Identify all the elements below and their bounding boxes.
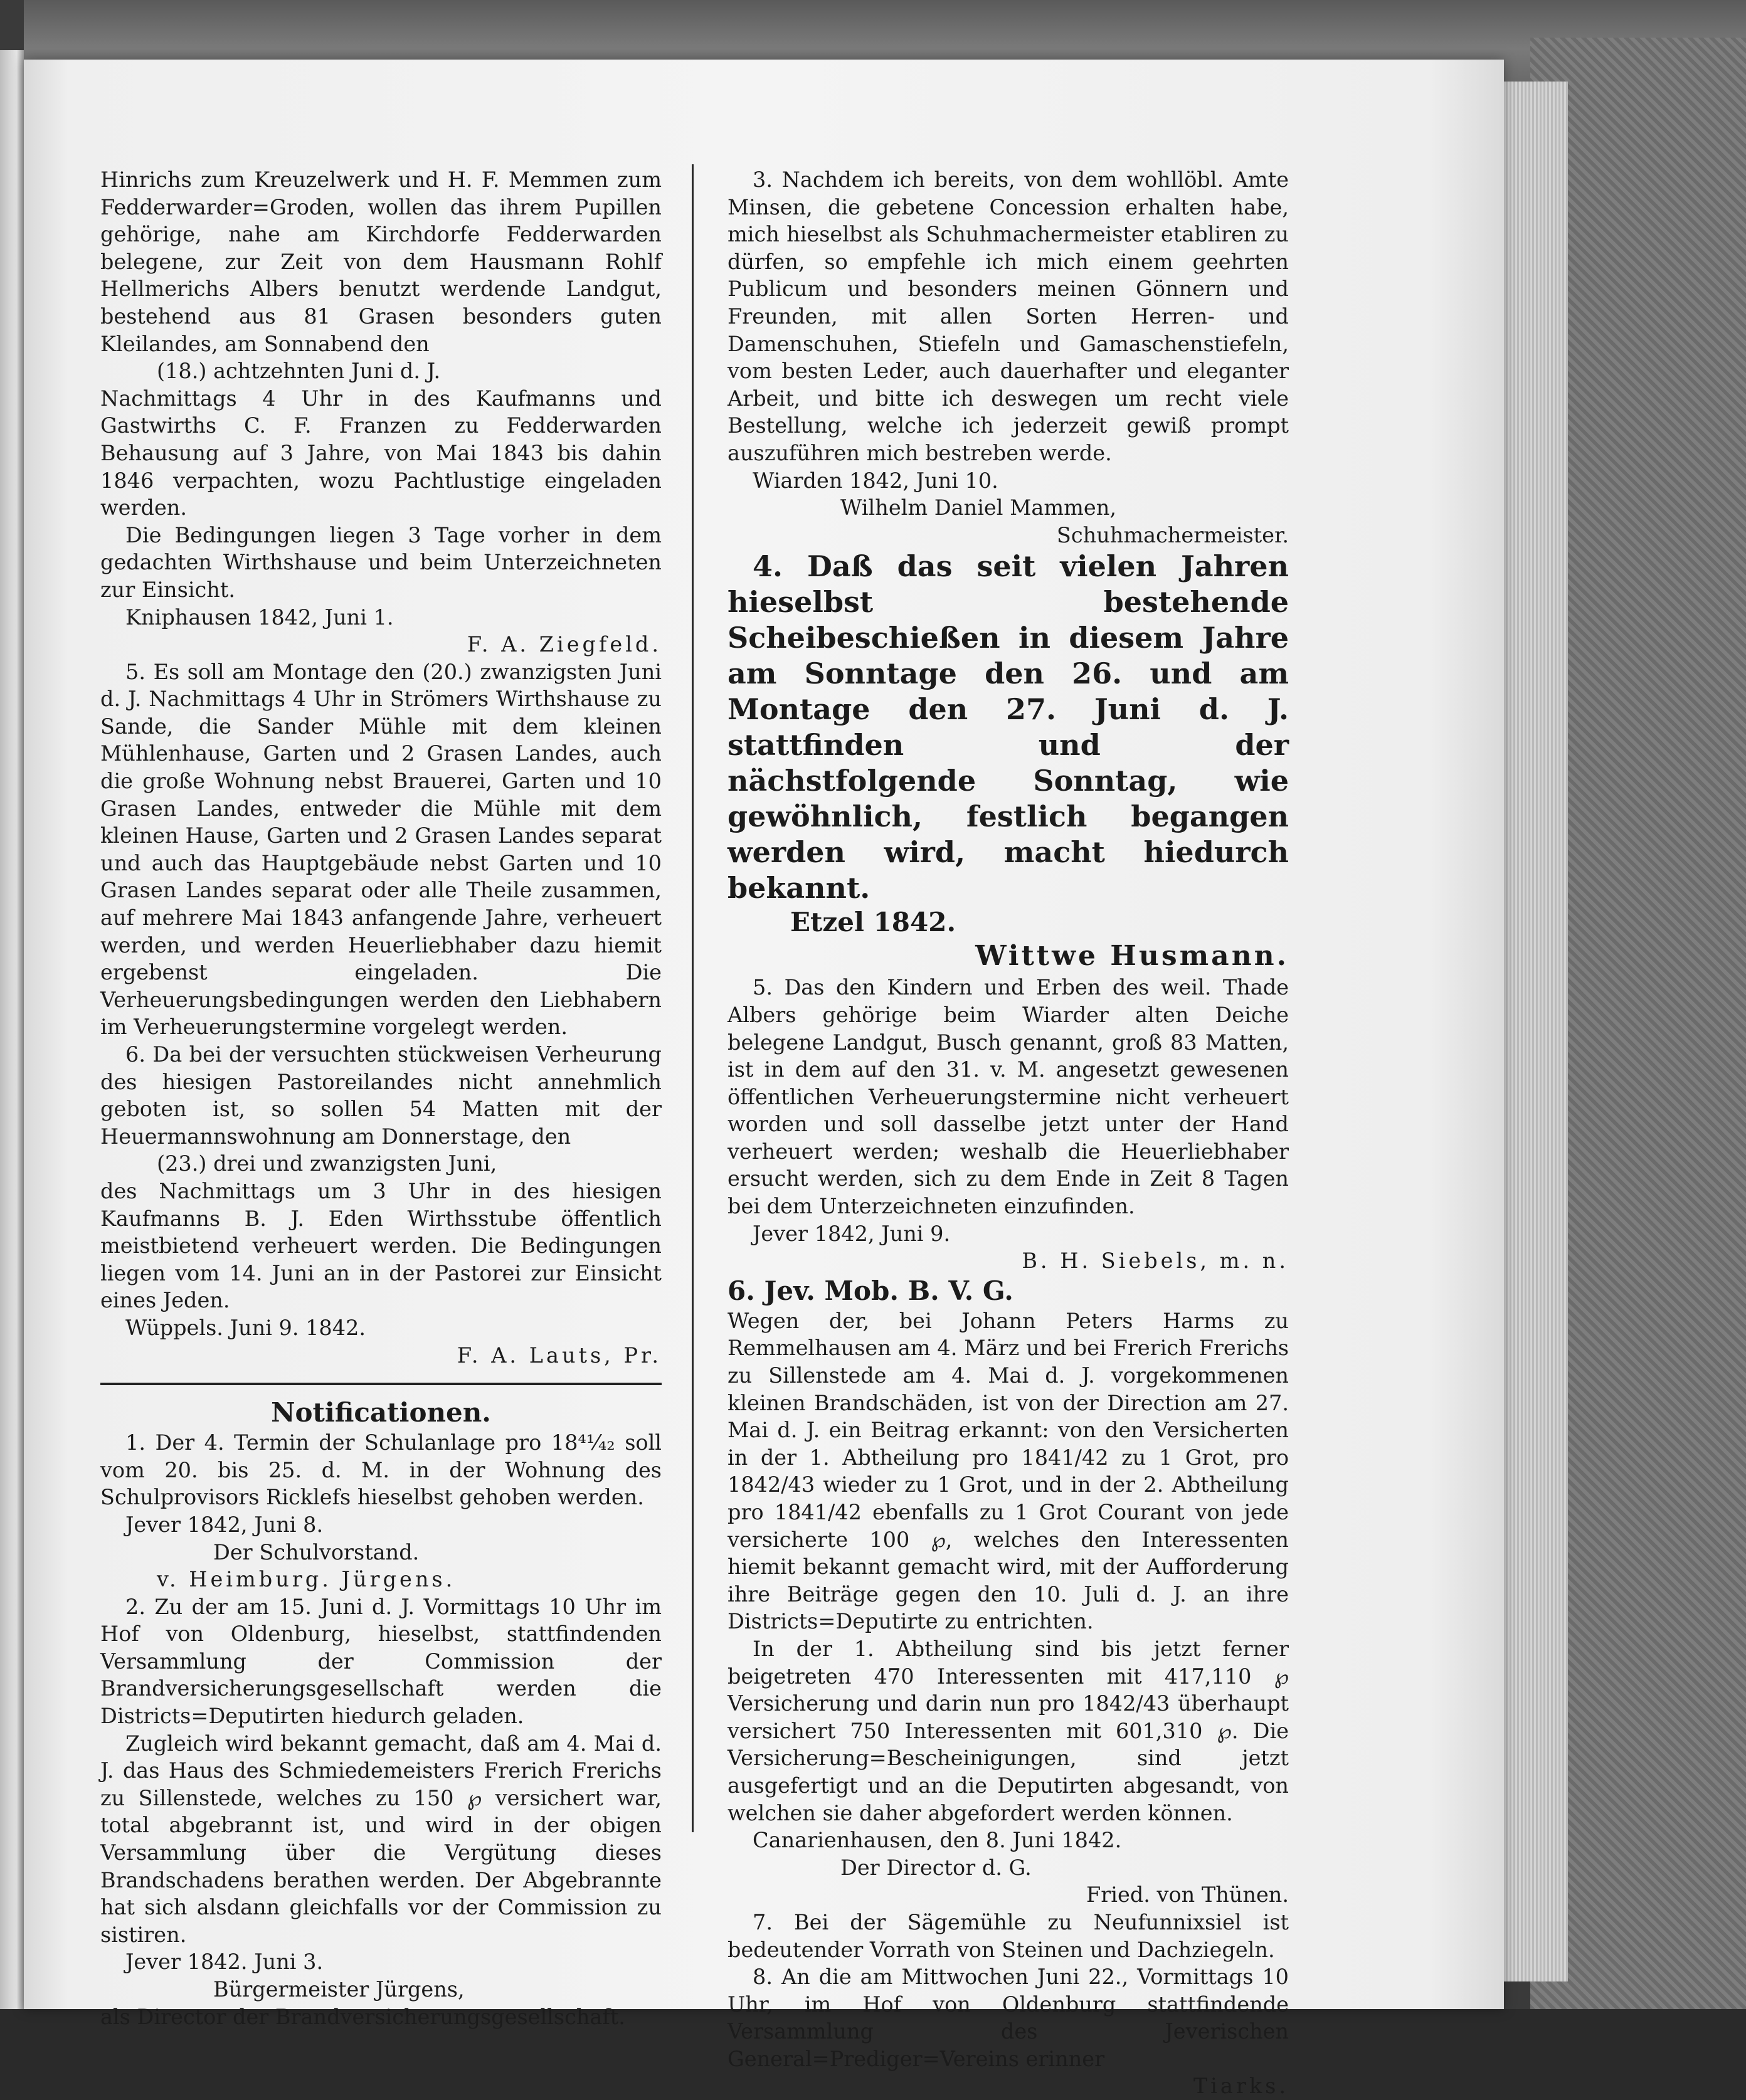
notice-item-6: 6. Da bei der versuchten stückweisen Verheurung des hiesigen Pastoreilandes nicht annehmlich geboten ist, so sollen 54 Matten mit der Heuermannswohnung am Donnerstage, den (100, 1042, 662, 1149)
notice-text: Nachmittags 4 Uhr in des Kaufmanns und Gastwirths C. F. Franzen zu Fedderwarden Behausung auf 3 Jahre, von Mai 1843 bis dahin 1846 verpachten, wozu Pachtlustige eingeladen werden. (100, 386, 662, 520)
signature: Schuhmachermeister. (1056, 522, 1289, 547)
notice-item-6: Wegen der, bei Johann Peters Harms zu Remmelhausen am 4. März und bei Frerich Frerichs zu Sillenstede am 4. Mai d. J. vorgekommenen kleinen Brandschäden, ist von der Direction am 27. Mai d. J. ein Beitrag erkannt: von den Versicherten in der 1. Abtheilung pro 1841/42 zu 1 Grot, pro 1842/43 wieder zu 1 Grot, und in der 2. Abtheilung pro 1841/42 ebenfalls zu 1 Grot Courant von jede versicherte 100 ℘, welches den Interessenten hiemit bekannt gemacht wird, mit der Aufforderung ihre Beiträge gegen den 10. Juli d. J. an ihre Districts=Deputirte zu entrichten. (728, 1308, 1289, 1634)
signature: Wilhelm Daniel Mammen, (840, 495, 1116, 520)
place-date: Etzel 1842. (790, 907, 956, 938)
signature: v. Heimburg. Jürgens. (157, 1567, 456, 1592)
signature: Wittwe Husmann. (975, 940, 1289, 973)
section-title: 6. Jev. Mob. B. V. G. (728, 1275, 1013, 1306)
section-rule (100, 1383, 662, 1385)
notice-item-5: 5. Es soll am Montage den (20.) zwanzigsten Juni d. J. Nachmittags 4 Uhr in Strömers Wirthshause zu Sande, die Sander Mühle mit dem kleinen Mühlenhause, Garten und 2 Grasen Landes, auch die große Wohnung nebst Brauerei, Garten und 10 Grasen Landes, entweder die Mühle mit dem kleinen Hause, Garten und 2 Grasen Landes separat und auch das Hauptgebäude nebst Garten und 10 Grasen Landes separat oder alle Theile zusammen, auf mehrere Mai 1843 anfangende Jahre, verheuert werden, und werden Heuerliebhaber dazu hiemit ergebenst eingeladen. Die Verheuerungsbedingungen werden den Liebhabern im Verheuerungstermine vorgelegt werden. (100, 659, 662, 1040)
signature: Bürgermeister Jürgens, (213, 1977, 465, 2002)
page-stack-edge (1493, 82, 1568, 1981)
signature: Fried. von Thünen. (1086, 1882, 1289, 1907)
signature: F. A. Ziegfeld. (467, 632, 662, 657)
notice-item-3: 3. Nachdem ich bereits, von dem wohllöbl. Amte Minsen, die gebetene Concession erhalten habe, mich hieselbst als Schuhmachermeister etabliren zu dürfen, so empfehle ich mich einem geehrten Publicum und besonders meinen Gönnern und Freunden, mit allen Sorten Herren- und Damenschuhen, Stiefeln und Gamaschenstiefeln, vom besten Leder, auch dauerhafter und eleganter Arbeit, und bitte ich deswegen um recht viele Bestellung, welche ich jederzeit gewiß prompt auszuführen mich bestreben werde. (728, 167, 1289, 465)
notice-item-4: 4. Daß das seit vielen Jahren hieselbst bestehende Scheibeschießen in diesem Jahre am Sonntage den 26. und am Montage den 27. Juni d. J. stattfinden und der nächstfolgende Sonntag, wie gewöhnlich, festlich begangen werden wird, macht hiedurch bekannt. (728, 549, 1289, 905)
notice-item-7: 7. Bei der Sägemühle zu Neufunnixsiel ist bedeutender Vorrath von Steinen und Dachziegeln. (728, 1909, 1289, 1962)
notice-item-5: 5. Das den Kindern und Erben des weil. Thade Albers gehörige beim Wiarder alten Deiche belegene Landgut, Busch genannt, groß 83 Matten, ist in dem auf den 31. v. M. angesetzt gewesenen öffentlichen Verheuerungstermine nicht verheuert worden und soll dasselbe jetzt unter der Hand verheuert werden; weshalb die Heuerliebhaber ersucht werden, sich zu dem Ende in Zeit 8 Tagen bei dem Unterzeichneten einzufinden. (728, 975, 1289, 1219)
place-date: Jever 1842. Juni 3. (125, 1950, 324, 1975)
signature: Tiarks. (1193, 2074, 1289, 2099)
place-date: Canarienhausen, den 8. Juni 1842. (753, 1828, 1122, 1853)
notice-item-8: 8. An die am Mittwochen Juni 22., Vormittags 10 Uhr, im Hof von Oldenburg stattfindende Versammlung des Jeverischen General=Prediger=Vereins erinner (728, 1965, 1289, 2071)
notice-text: Die Bedingungen liegen 3 Tage vorher in dem gedachten Wirthshause und beim Unterzeichneten zur Einsicht. (100, 522, 662, 602)
signature: Der Schulvorstand. (213, 1539, 420, 1564)
section-title: Notificationen. (271, 1397, 491, 1428)
place-date: Jever 1842, Juni 9. (753, 1221, 951, 1246)
notice-text: In der 1. Abtheilung sind bis jetzt ferner beigetreten 470 Interessenten mit 417,110 ℘ Versicherung und darin nun pro 1842/43 überhaupt versichert 750 Interessenten mit 601,310 ℘. Die Versicherung=Bescheinigungen, sind jetzt ausgefertigt und an die Deputirten abgesandt, von welchen sie daher abgefordert werden können. (728, 1636, 1289, 1825)
notification-1: 1. Der 4. Termin der Schulanlage pro 18⁴¹⁄₄₂ soll vom 20. bis 25. d. M. in der Wohnung des Schulprovisors Ricklefs hieselbst gehoben werden. (100, 1430, 662, 1510)
place-date: Jever 1842, Juni 8. (125, 1512, 324, 1537)
signature: B. H. Siebels, m. n. (1022, 1248, 1289, 1274)
place-date: Kniphausen 1842, Juni 1. (125, 604, 394, 630)
right-column (728, 166, 1289, 2100)
signature: Der Director d. G. (840, 1855, 1032, 1880)
notice-intro: Hinrichs zum Kreuzelwerk und H. F. Memmen zum Fedderwarder=Groden, wollen das ihrem Pupillen gehörige, nahe am Kirchdorfe Fedderwarden belegene, zur Zeit von dem Hausmann Rohlf Hellmerichs Albers benutzt werdende Landgut, bestehend aus 81 Grasen besonders guten Kleilandes, am Sonnabend den (100, 167, 662, 356)
notice-text: Zugleich wird bekannt gemacht, daß am 4. Mai d. J. das Haus des Schmiedemeisters Frerich Frerichs zu Sillenstede, welches zu 150 ℘ versichert war, total abgebrannt ist, und wird in der obigen Versammlung über die Vergütung dieses Brandschadens berathen werden. Der Abgebrannte hat sich alsdann gleichfalls vor der Commission zu sistiren. (100, 1731, 662, 1947)
signature: F. A. Lauts, Pr. (457, 1343, 662, 1368)
left-column (100, 166, 662, 2030)
notification-2: 2. Zu der am 15. Juni d. J. Vormittags 10 Uhr im Hof von Oldenburg, hieselbst, stattfindenden Versammlung der Commission der Brandversicherungsgesellschaft werden die Districts=Deputirten hiedurch geladen. (100, 1594, 662, 1729)
place-date: Wüppels. Juni 9. 1842. (125, 1315, 366, 1340)
previous-page-edge (0, 50, 24, 2009)
place-date: Wiarden 1842, Juni 10. (753, 468, 998, 493)
column-divider (692, 164, 694, 1832)
date-line: (18.) achtzehnten Juni d. J. (157, 359, 441, 384)
date-line: (23.) drei und zwanzigsten Juni, (157, 1151, 497, 1176)
notice-text: des Nachmittags um 3 Uhr in des hiesigen Kaufmanns B. J. Eden Wirthsstube öffentlich meistbietend verheuert werden. Die Bedingungen liegen vom 14. Juni an in der Pastorei zur Einsicht eines Jeden. (100, 1178, 662, 1313)
signature: als Director der Brandversicherungsgesellschaft. (100, 2004, 625, 2029)
